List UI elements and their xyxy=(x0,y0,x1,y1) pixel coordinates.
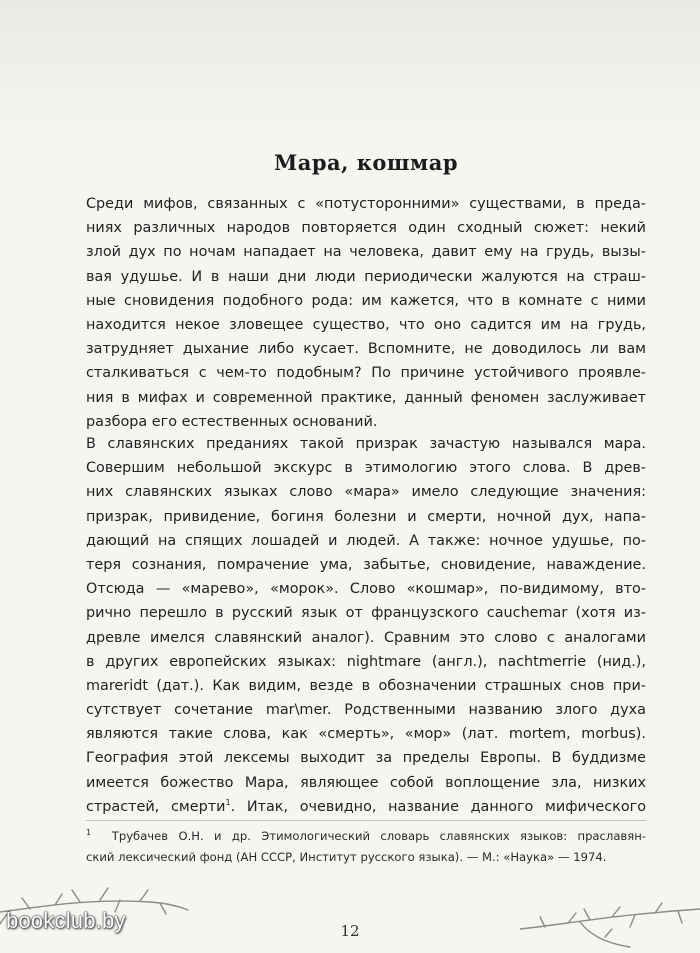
text-line: них славянских языках слово «мара» имело следующие значения: xyxy=(86,484,646,501)
footnote-reference[interactable]: 1 xyxy=(225,798,231,808)
text-line: ные сновидения подобного рода: им кажется, что в комнате с ними xyxy=(86,292,646,309)
text-line: затрудняет дыхание либо кусает. Вспомните, не доводилось ли вам xyxy=(86,341,646,358)
text-line: дающий на спящих лошадей и людей. А также: ночное удушье, по- xyxy=(86,532,646,549)
footnote-line xyxy=(86,826,646,847)
text-line: в других европейских языках: nightmare (англ.), nachtmerrie (нид.), xyxy=(86,653,646,670)
text-line: теря сознания, помрачение ума, забытье, сновидение, наваждение. xyxy=(86,556,646,573)
text-segment: Итак, очевидно, название данного мифического xyxy=(246,798,646,815)
text-line: ниях различных народов повторяется один сходный сюжет: некий xyxy=(86,220,646,237)
text-line: География этой лексемы выходит за пределы Европы. В буддизме xyxy=(86,750,646,767)
paragraph-2 xyxy=(86,432,646,819)
page-number: 12 xyxy=(340,922,360,940)
footnote-line: ский лексический фонд (АН СССР, Институт русского языка). — М.: «Наука» — 1974. xyxy=(86,850,607,864)
text-line: призрак, привидение, богиня болезни и смерти, ночной дух, напа- xyxy=(86,508,646,525)
chapter-title: Мара, кошмар xyxy=(273,150,459,175)
text-line: являются такие слова, как «смерть», «мор» (лат. mortem, morbus). xyxy=(86,726,646,743)
text-line: Совершим небольшой экскурс в этимологию этого слова. В древ- xyxy=(86,460,646,477)
text-line: Среди мифов, связанных с «потусторонними» существами, в преда- xyxy=(86,196,646,212)
text-line: имеется божество Мара, являющее собой воплощение зла, низких xyxy=(86,774,646,791)
text-line: сутствует сочетание mar\mer. Родственными названию злого духа xyxy=(86,702,646,719)
footnote xyxy=(86,826,646,868)
text-line: Отсюда — «марево», «морок». Слово «кошмар», по-видимому, вто- xyxy=(86,581,646,598)
text-line: рично перешло в русский язык от французского cauchemar (хотя из- xyxy=(86,605,646,622)
text-line: mareridt (дат.). Как видим, везде в обозначении страшных снов при- xyxy=(86,677,646,694)
text-line: злой дух по ночам нападает на человека, давит ему на грудь, вызы- xyxy=(86,244,646,261)
footnote-divider xyxy=(86,820,646,821)
text-line: находится некое зловещее существо, что оно садится им на грудь, xyxy=(86,316,646,333)
text-segment: страстей, смерти xyxy=(86,798,226,815)
text-line: страстей, смерти$^1$. Итак, очевидно, название данного мифического xyxy=(86,798,646,815)
watermark: bookclub.by xyxy=(6,908,126,933)
footnote-marker: 1 xyxy=(86,828,92,838)
text-line: вая удушье. И в наши дни люди периодически жалуются на страш- xyxy=(86,268,646,285)
page-shadow xyxy=(0,0,700,140)
text-line: ния в мифах и современной практике, данный феномен заслуживает xyxy=(86,389,646,406)
text-line: разбора его естественных оснований. xyxy=(86,413,378,430)
text-line: сталкиваться с чем-то подобным? По причине устойчивого проявле- xyxy=(86,365,646,382)
footnote-text: Трубачев О.Н. и др. Этимологический словарь славянских языков: праславян- xyxy=(111,829,646,843)
paragraph-1 xyxy=(86,192,646,434)
text-line: В славянских преданиях такой призрак зачастую назывался мара. xyxy=(86,436,646,452)
text-line: древле имелся славянский аналог). Сравним это слово с аналогами xyxy=(86,629,646,646)
